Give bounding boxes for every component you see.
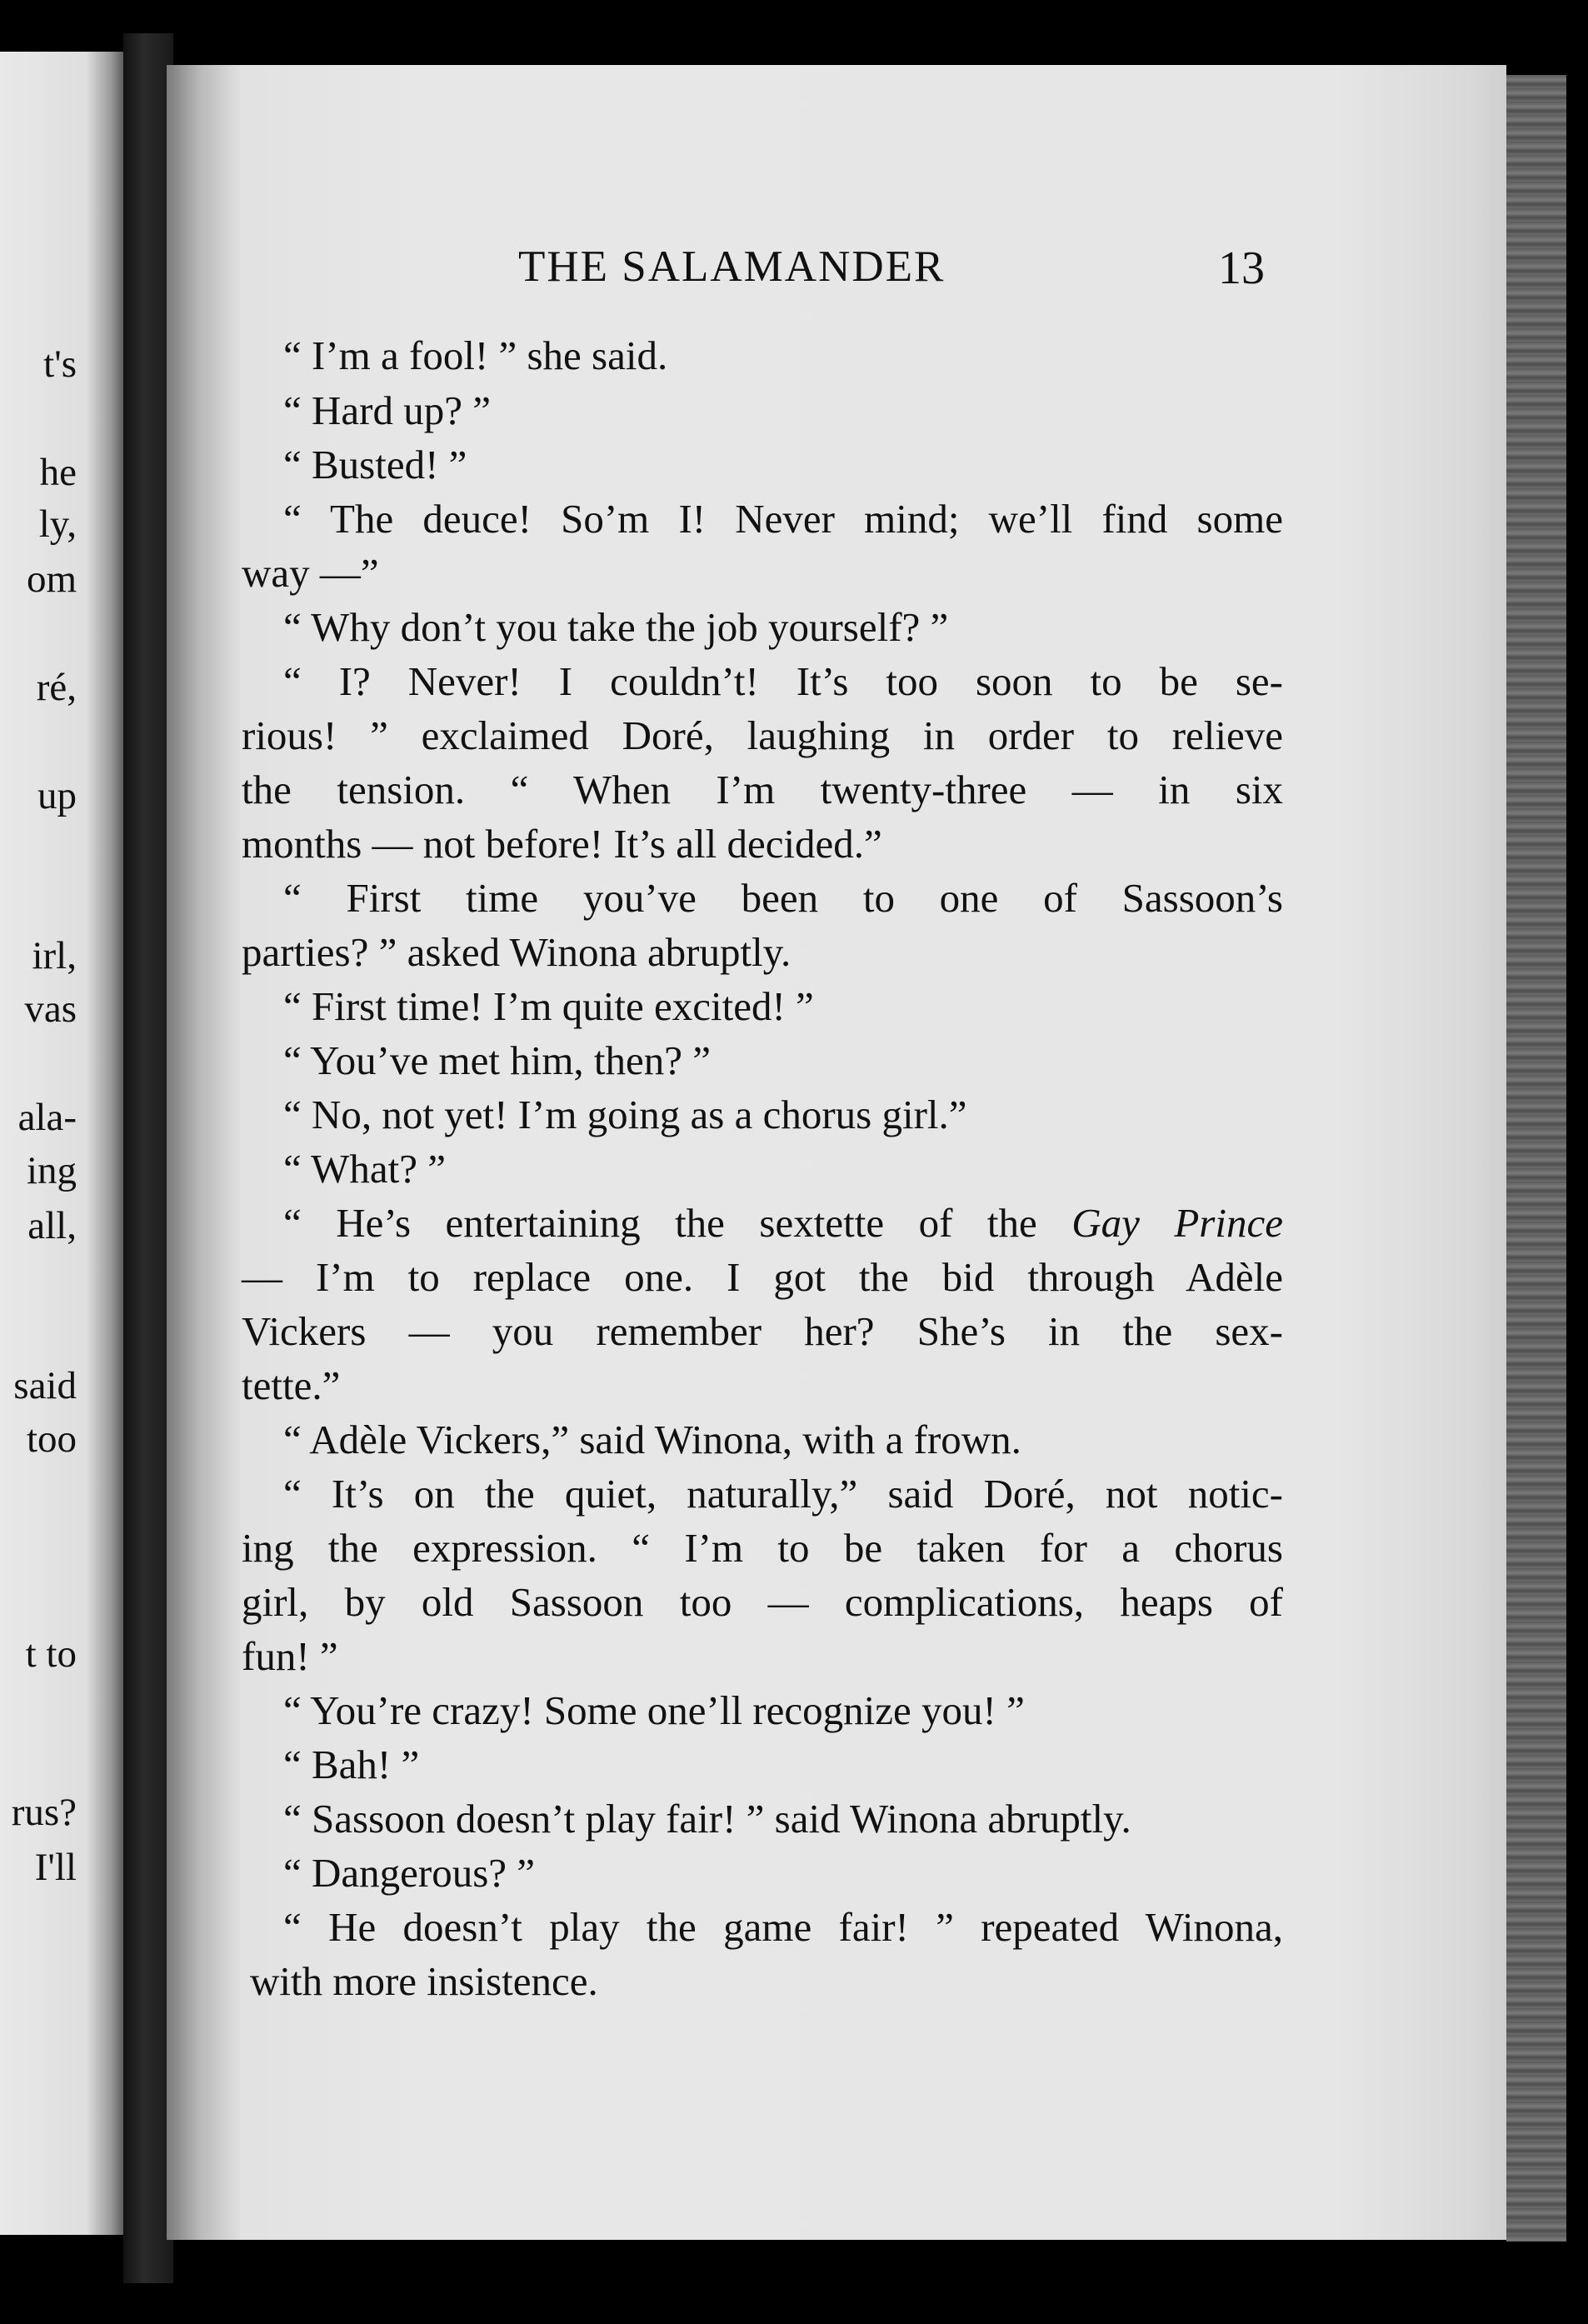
text-line: ing the expression. “ I’m to be taken for a chorus: [242, 1525, 1283, 1571]
italic-title: Gay Prince: [1071, 1200, 1283, 1246]
text-line: “ What? ”: [283, 1146, 446, 1192]
left-page-fragment: vas: [24, 987, 77, 1031]
text-line: [283, 1200, 1283, 1246]
left-page-fragment: ing: [26, 1149, 77, 1192]
text-line: “ Why don’t you take the job yourself? ”: [283, 604, 949, 650]
text-line: tette.”: [242, 1362, 341, 1408]
text-line: “ No, not yet! I’m going as a chorus girl.”: [283, 1092, 967, 1137]
text-line: with more insistence.: [250, 1958, 598, 2004]
left-page-fragment: irl,: [32, 934, 77, 977]
previous-page-edge: [0, 52, 123, 2235]
left-page-fragment: t to: [25, 1632, 77, 1676]
text-line: “ The deuce! So’m I! Never mind; we’ll find some: [283, 496, 1283, 542]
text-line: “ I’m a fool! ” she said.: [283, 332, 668, 378]
text-line: rious! ” exclaimed Doré, laughing in order to relieve: [242, 712, 1283, 758]
book-right-edge: [1506, 75, 1566, 2242]
left-page-fragment: said: [13, 1364, 77, 1407]
text-line: — I’m to replace one. I got the bid through Adèle: [242, 1254, 1283, 1300]
left-page-fragment: all,: [27, 1204, 77, 1247]
left-page-fragment: ala-: [17, 1096, 77, 1139]
left-page-fragment: ré,: [36, 666, 77, 709]
text-line: “ Dangerous? ”: [283, 1850, 536, 1896]
text-line: “ Sassoon doesn’t play fair! ” said Winona abruptly.: [283, 1796, 1131, 1842]
text-line: Vickers — you remember her? She’s in the sex-: [242, 1308, 1283, 1354]
text-line: “ You’ve met him, then? ”: [283, 1037, 712, 1083]
left-page-fragment: rus?: [11, 1791, 77, 1834]
page-number: 13: [1218, 242, 1265, 294]
text-line: parties? ” asked Winona abruptly.: [242, 929, 792, 975]
left-page-fragment: t's: [43, 342, 77, 386]
text-line: the tension. “ When I’m twenty-three — in six: [242, 767, 1283, 812]
left-page-fragment: he: [39, 451, 77, 494]
text-line: “ It’s on the quiet, naturally,” said Doré, not notic-: [283, 1471, 1283, 1517]
text-line: way —”: [242, 550, 379, 596]
text-line: “ First time you’ve been to one of Sassoon’s: [283, 875, 1283, 921]
text-segment: “ He’s entertaining the sextette of the: [283, 1200, 1072, 1246]
book-gutter: [123, 33, 173, 2283]
left-page-fragment: ly,: [38, 502, 77, 546]
text-line: months — not before! It’s all decided.”: [242, 821, 882, 867]
left-page-fragment: too: [26, 1417, 77, 1461]
text-line: “ Bah! ”: [283, 1742, 420, 1787]
text-line: girl, by old Sassoon too — complications, heaps of: [242, 1579, 1283, 1625]
text-line: “ You’re crazy! Some one’ll recognize you! ”: [283, 1687, 1025, 1733]
text-line: fun! ”: [242, 1633, 338, 1679]
text-line: “ Hard up? ”: [283, 387, 491, 433]
left-page-fragment: up: [37, 774, 77, 817]
text-line: “ He doesn’t play the game fair! ” repeated Winona,: [283, 1904, 1283, 1950]
text-line: “ First time! I’m quite excited! ”: [283, 983, 814, 1029]
left-page-fragment: I'll: [34, 1846, 77, 1889]
left-page-fragment: om: [26, 557, 77, 601]
text-line: “ I? Never! I couldn’t! It’s too soon to be se-: [283, 658, 1283, 704]
text-line: “ Adèle Vickers,” said Winona, with a frown.: [283, 1417, 1021, 1462]
running-head: THE SALAMANDER: [518, 242, 946, 291]
text-line: “ Busted! ”: [283, 442, 467, 487]
